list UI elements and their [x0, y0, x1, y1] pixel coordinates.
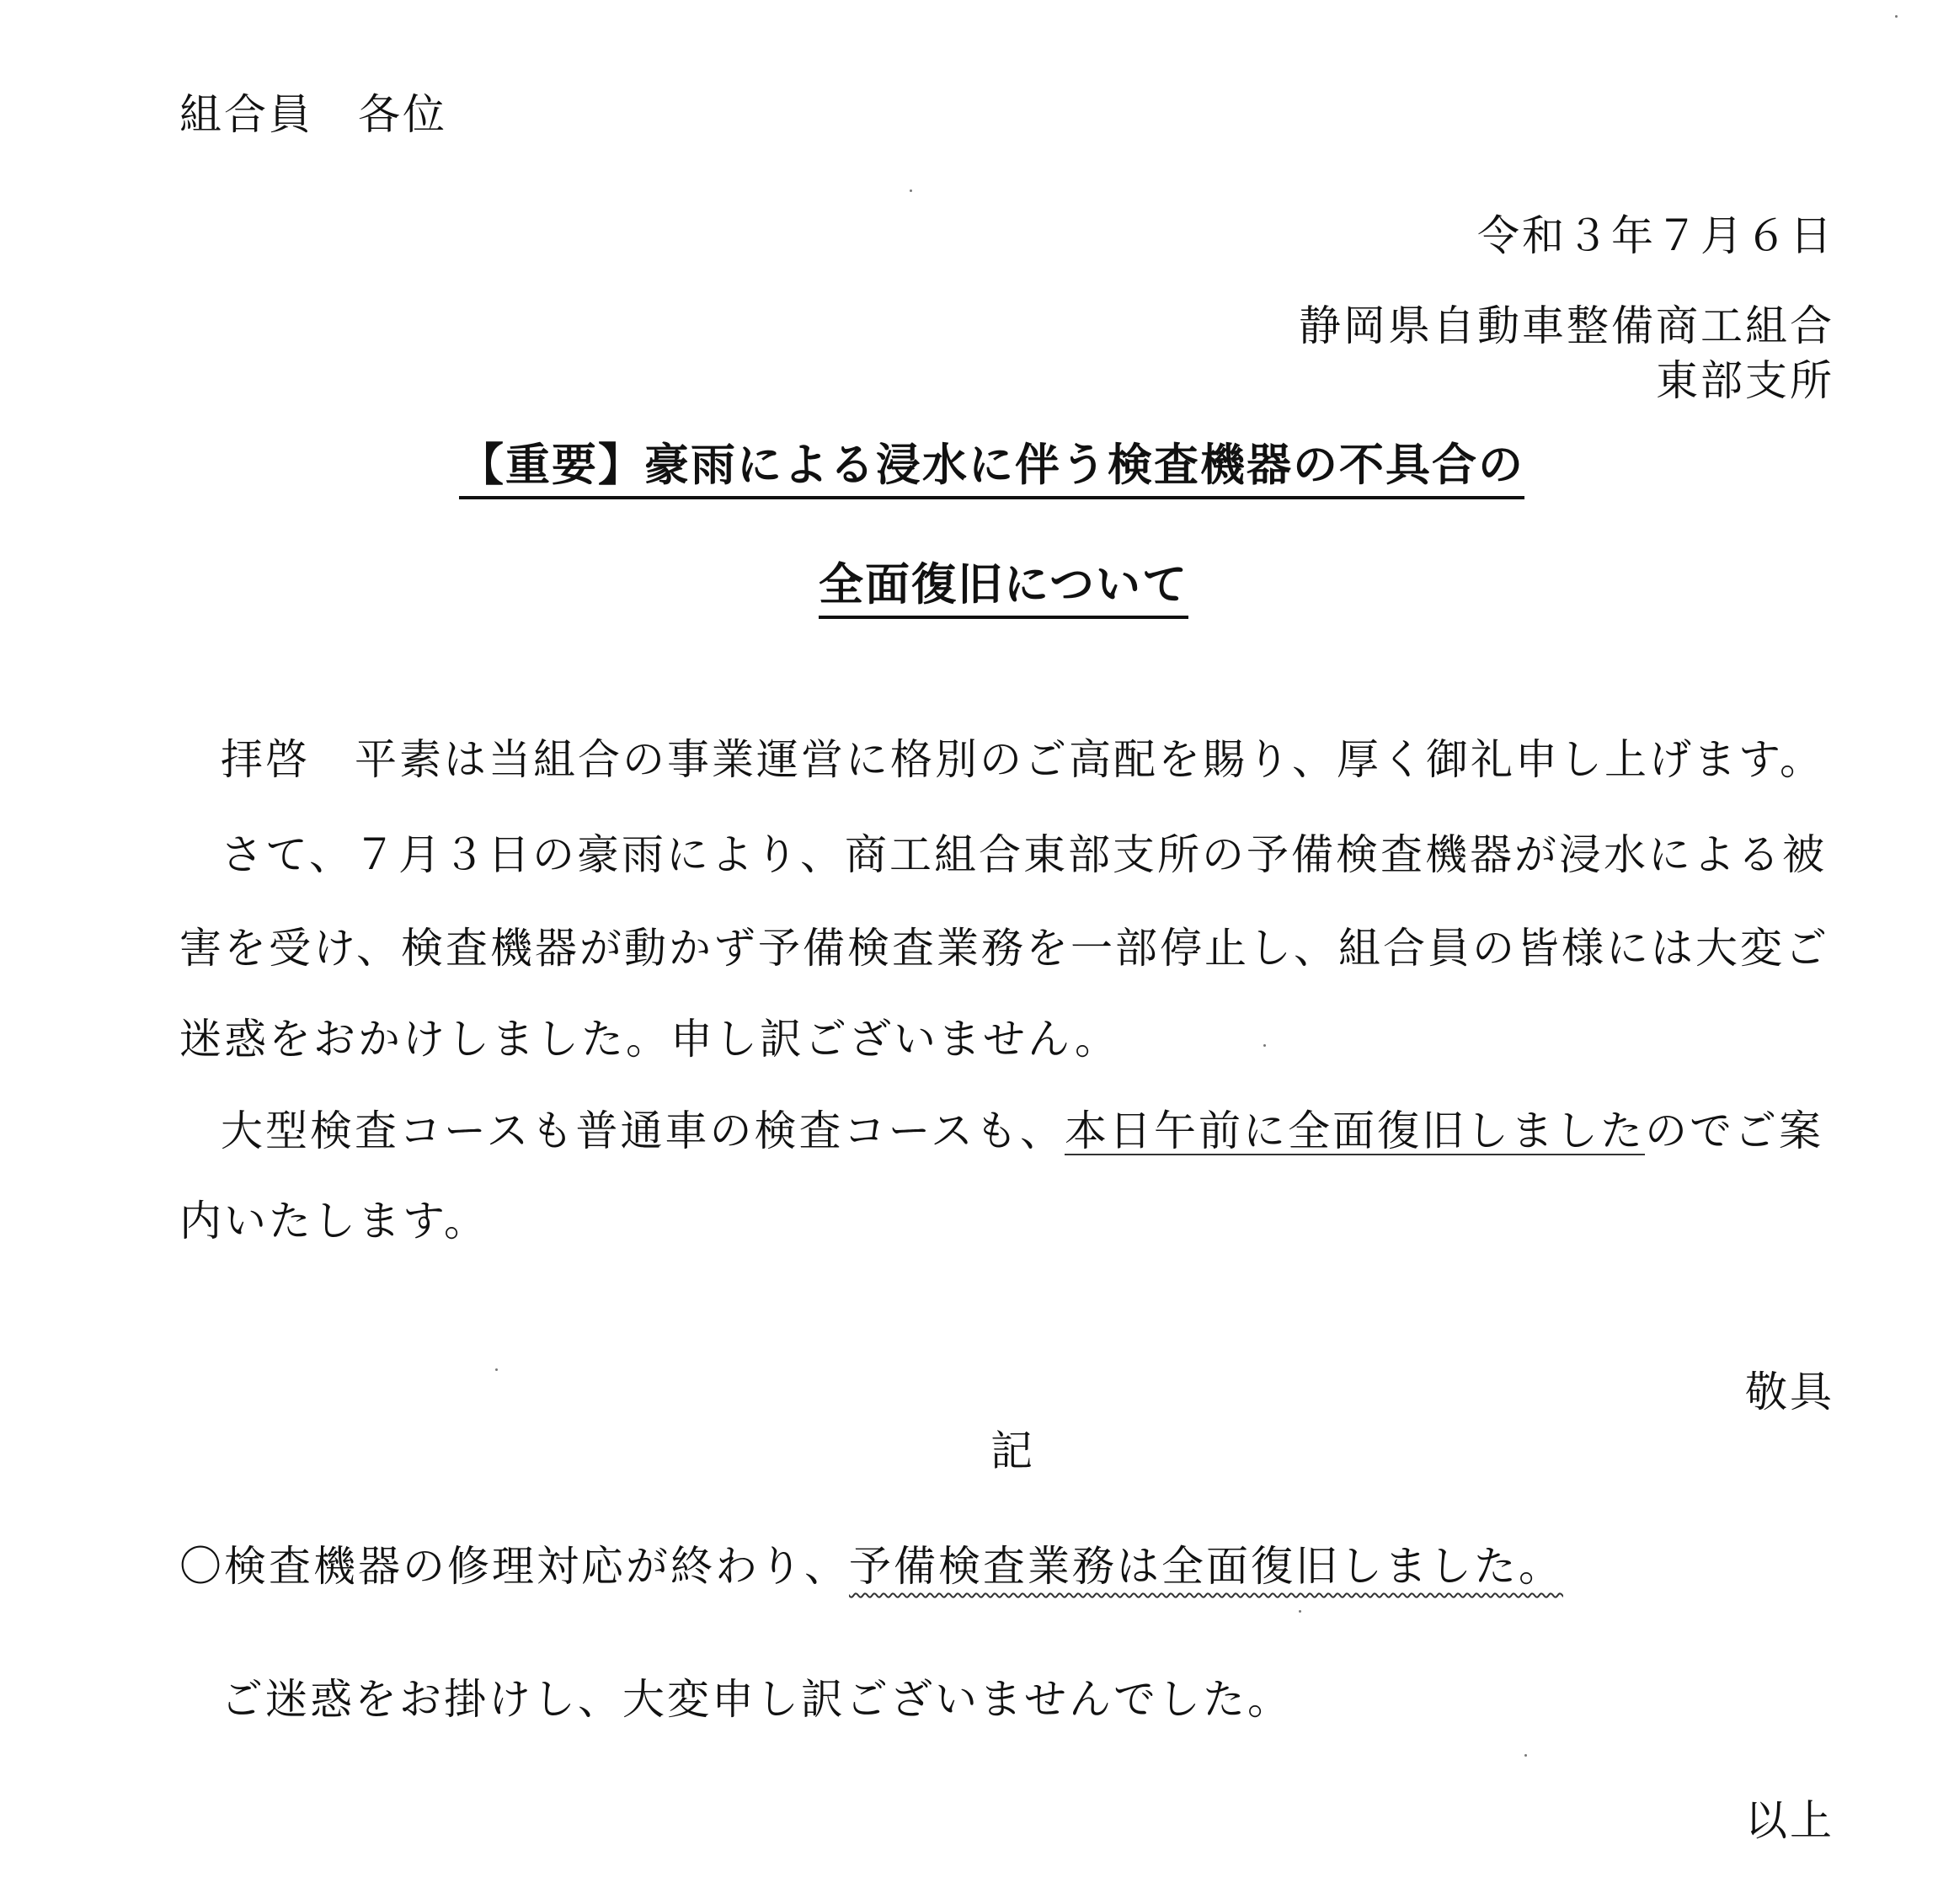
closing-keigu: 敬具 — [1745, 1368, 1834, 1416]
paragraph-3-underlined: 本日午前に全面復旧しました — [1065, 1107, 1645, 1155]
apology-line: ご迷惑をお掛けし、大変申し訳ございませんでした。 — [221, 1675, 1292, 1724]
notice-underlined: 予備検査業務は全面復旧しました。 — [849, 1542, 1563, 1591]
ki-heading: 記 — [990, 1427, 1035, 1475]
scan-speck — [1263, 1044, 1266, 1047]
paragraph-3-line-2: 内いたします。 — [179, 1197, 489, 1245]
title-line-2-text: 全面復旧について — [819, 559, 1188, 619]
paragraph-3-suffix: のでご案 — [1645, 1107, 1823, 1155]
addressee: 組合員 各位 — [179, 90, 447, 139]
scan-speck — [1299, 1610, 1301, 1613]
greeting-line: 拝啓 平素は当組合の事業運営に格別のご高配を賜り、厚く御礼申し上げます。 — [221, 735, 1824, 784]
document-date: 令和３年７月６日 — [1477, 211, 1834, 260]
paragraph-2-line-2: 害を受け、検査機器が動かず予備検査業務を一部停止し、組合員の皆様には大変ご — [179, 924, 1829, 973]
paragraph-3-line-1 — [221, 1106, 1823, 1156]
notice-prefix: 〇検査機器の修理対応が終わり、 — [179, 1542, 849, 1591]
end-mark: 以上 — [1745, 1796, 1834, 1845]
paragraph-3-prefix: 大型検査コースも普通車の検査コースも、 — [221, 1107, 1065, 1155]
title-line-1-text: 【重要】豪雨による浸水に伴う検査機器の不具合の — [459, 440, 1524, 499]
scan-speck — [1524, 1754, 1527, 1757]
title-line-2 — [819, 560, 1188, 611]
scan-speck — [1895, 15, 1898, 18]
notice-line — [179, 1541, 1563, 1592]
paragraph-2-line-1: さて、７月３日の豪雨により、商工組合東部支所の予備検査機器が浸水による被 — [221, 830, 1827, 879]
scan-speck — [910, 189, 912, 192]
scan-speck — [495, 1368, 498, 1371]
sender-organization: 静岡県自動車整備商工組合 — [1299, 301, 1834, 350]
paragraph-2-line-3: 迷惑をおかけしました。申し訳ございません。 — [179, 1015, 1119, 1064]
sender-branch: 東部支所 — [1656, 356, 1834, 405]
title-line-1 — [459, 440, 1524, 491]
